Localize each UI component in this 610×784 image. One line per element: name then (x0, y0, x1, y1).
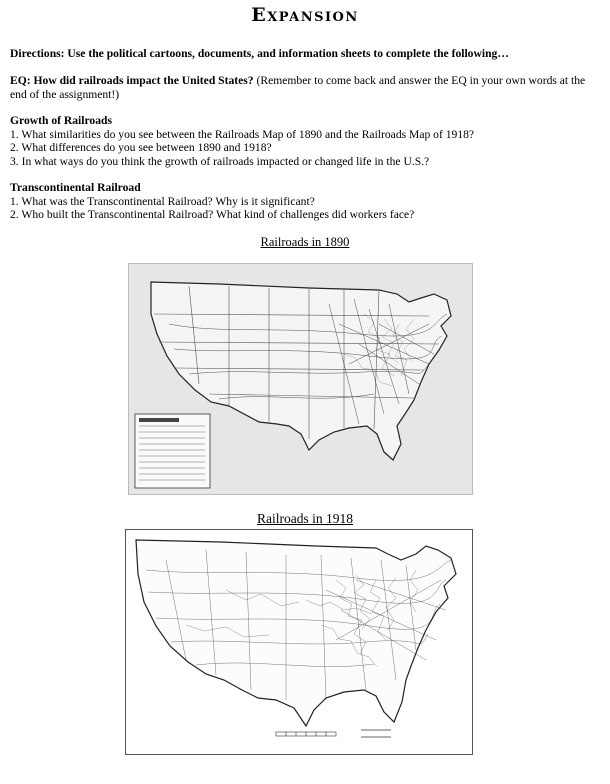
directions-text: Directions: Use the political cartoons, documents, and information sheets to complete the following… (10, 47, 509, 60)
map-caption-1890: Railroads in 1890 (260, 235, 350, 249)
eq-note: (Remember to come back and answer the EQ in your own words at the end of the assignment!) (10, 74, 586, 101)
railroad-map-1890 (128, 263, 473, 495)
question-item: 2. Who built the Transcontinental Railroad? What kind of challenges did workers face? (10, 208, 415, 221)
map-caption-1918: Railroads in 1918 (257, 511, 353, 526)
railroad-map-1918 (125, 529, 473, 755)
section-heading: Growth of Railroads (10, 114, 112, 127)
eq-question: EQ: How did railroads impact the United States? (10, 74, 254, 87)
page-title: Expansion (251, 4, 359, 26)
section-growth-of-railroads (10, 114, 602, 168)
question-item: 1. What was the Transcontinental Railroad? Why is it significant? (10, 194, 315, 208)
section-transcontinental-railroad (10, 181, 602, 222)
us-map-1890-image (129, 264, 472, 494)
question-item: 2. What differences do you see between 1890 and 1918? (10, 141, 272, 154)
question-item: 1. What similarities do you see between the Railroads Map of 1890 and the Railroads Map of 1918? (10, 127, 475, 141)
essential-question (10, 74, 602, 101)
us-map-1918-image (126, 530, 472, 754)
section-heading: Transcontinental Railroad (10, 181, 141, 194)
question-item: 3. In what ways do you think the growth of railroads impacted or changed life in the U.S.? (10, 154, 430, 168)
